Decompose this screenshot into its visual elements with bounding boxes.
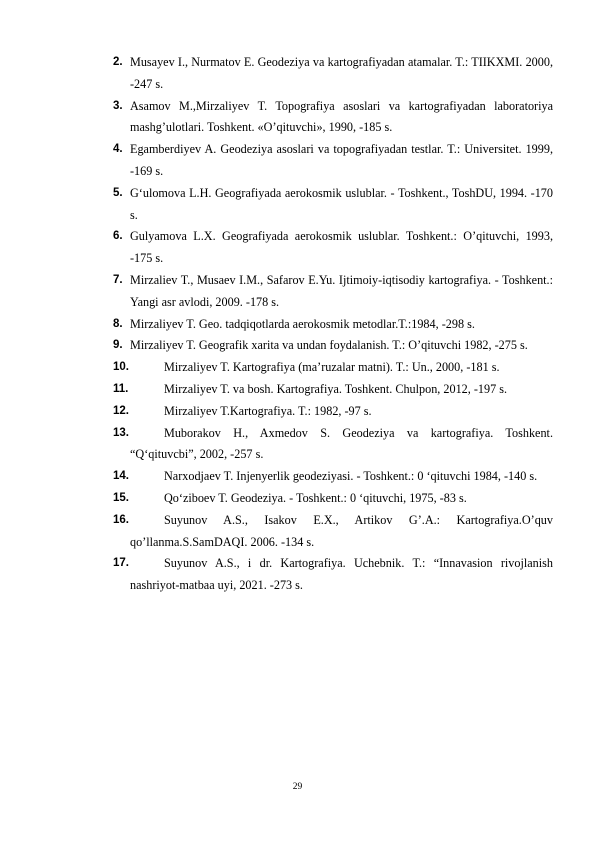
reference-number: 14. [113, 470, 129, 483]
reference-body: Suyunov A.S., Isakov E.X., Artikov G’.A.: Kartografiya.O’quv qo’llanma.S.SamDAQI. 2006. -134 s. [130, 512, 553, 549]
reference-text [130, 183, 553, 227]
reference-item [113, 96, 553, 140]
reference-text [130, 96, 553, 140]
reference-number: 12. [113, 404, 129, 417]
reference-number: 5. [113, 186, 123, 199]
reference-text [130, 226, 553, 270]
reference-text [130, 488, 553, 510]
reference-number: 11. [113, 382, 129, 395]
reference-body: Mirzaliyev T.Kartografiya. T.: 1982, -97 s. [164, 403, 372, 418]
reference-item [113, 226, 553, 270]
reference-body: Gulyamova L.X. Geografiyada aerokosmik uslublar. Toshkent.: O’qituvchi, 1993, -175 s. [130, 229, 553, 266]
reference-text [130, 401, 553, 423]
reference-item [113, 183, 553, 227]
reference-body: Egamberdiyev A. Geodeziya asoslari va topografiyadan testlar. T.: Universitet. 1999, -169 s. [130, 142, 553, 178]
reference-body: Mirzaliyev T. Geografik xarita va undan foydalanish. T.: O’qituvchi 1982, -275 s. [130, 338, 528, 353]
reference-body: Mirzaliev T., Musaev I.M., Safarov E.Yu. Ijtimoiy-iqtisodiy kartografiya. - Toshkent.: Yangi asr avlodi, 2009. -178 s. [130, 272, 553, 309]
page-number: 29 [292, 782, 303, 792]
reference-body: G‘ulomova L.H. Geografiyada aerokosmik uslublar. - Toshkent., ToshDU, 1994. -170 s. [130, 185, 553, 222]
reference-text [130, 357, 553, 379]
reference-number: 3. [113, 99, 123, 112]
reference-body: Muborakov H., Axmedov S. Geodeziya va kartografiya. Toshkent. “Q‘qituvcbi”, 2002, -257 s. [130, 425, 553, 462]
reference-body: Mirzaliyev T. va bosh. Kartografiya. Toshkent. Chulpon, 2012, -197 s. [164, 381, 508, 396]
reference-body: Asamov M.,Mirzaliyev T. Topografiya asoslari va kartografiyadan laboratoriya mashg’ulotlari. Toshkent. «O’qituvchi», 1990, -185 s. [130, 98, 553, 135]
reference-list [113, 52, 553, 597]
reference-body: Mirzaliyev T. Geo. tadqiqotlarda aerokosmik metodlar.T.:1984, -298 s. [130, 316, 475, 331]
reference-item [113, 379, 553, 401]
reference-text [130, 314, 553, 336]
reference-item [113, 357, 553, 379]
reference-text [130, 270, 553, 314]
reference-item [113, 52, 553, 96]
reference-item [113, 401, 553, 423]
reference-number: 15. [113, 491, 129, 504]
reference-number: 9. [113, 339, 123, 352]
reference-text [130, 466, 553, 488]
reference-item [113, 510, 553, 554]
reference-body: Narxodjaev T. Injenyerlik geodeziyasi. - Toshkent.: 0 ‘qituvchi 1984, -140 s. [164, 469, 538, 484]
reference-item [113, 139, 553, 183]
reference-number: 17. [113, 557, 129, 570]
reference-number: 10. [113, 361, 129, 374]
reference-item [113, 314, 553, 336]
reference-body: Qo‘ziboev T. Geodeziya. - Toshkent.: 0 ‘qituvchi, 1975, -83 s. [164, 490, 467, 505]
reference-text [130, 379, 553, 401]
reference-body: Mirzaliyev T. Kartografiya (ma’ruzalar matni). T.: Un., 2000, -181 s. [164, 360, 500, 375]
reference-item [113, 423, 553, 467]
reference-number: 7. [113, 273, 123, 286]
reference-item [113, 270, 553, 314]
reference-number: 4. [113, 143, 123, 156]
reference-body: Musayev I., Nurmatov E. Geodeziya va kartografiyadan atamalar. T.: TIIKXMI. 2000, -247 s. [130, 55, 553, 91]
reference-text [130, 510, 553, 554]
reference-number: 6. [113, 230, 123, 243]
reference-number: 13. [113, 426, 129, 439]
reference-item [113, 488, 553, 510]
reference-body: Suyunov A.S., i dr. Kartografiya. Uchebnik. T.: “Innavasion rivojlanish nashriyot-matbaa uyi, 2021. -273 s. [130, 556, 553, 593]
reference-number: 8. [113, 317, 123, 330]
reference-text [130, 335, 553, 357]
reference-text [130, 553, 553, 597]
reference-text [130, 139, 553, 183]
reference-item [113, 553, 553, 597]
reference-text [130, 52, 553, 96]
reference-number: 2. [113, 56, 123, 68]
reference-item [113, 466, 553, 488]
reference-number: 16. [113, 513, 129, 526]
reference-text [130, 423, 553, 467]
reference-item [113, 335, 553, 357]
